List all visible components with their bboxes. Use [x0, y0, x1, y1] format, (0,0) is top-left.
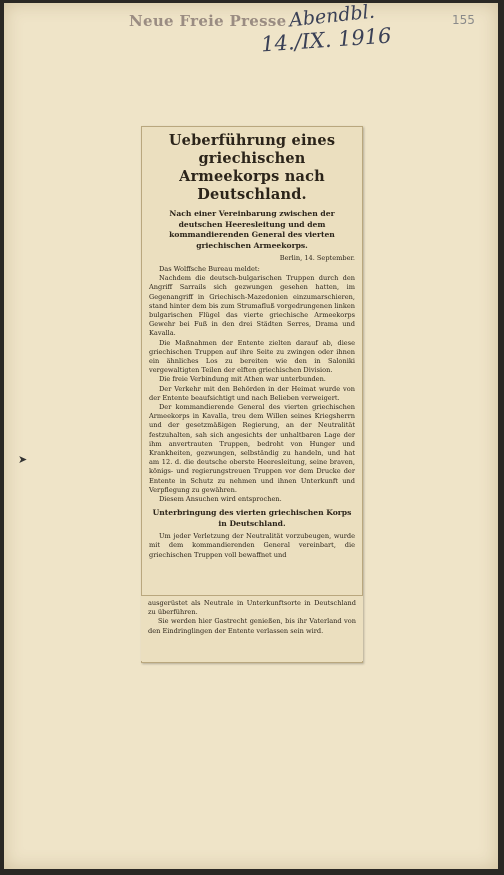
article-paragraph: Sie werden hier Gastrecht genießen, bis ihr Vaterland von den Eindringlingen der Entente verlassen sein wird.	[148, 617, 356, 635]
handwritten-date: 14./IX. 1916	[260, 23, 393, 57]
article-paragraph: Die freie Verbindung mit Athen war unterbunden.	[159, 375, 326, 384]
section-heading: Unterbringung des vierten griechischen Korps in Deutschland.	[152, 508, 352, 528]
article-paragraph: Nachdem die deutsch-bulgarischen Truppen durch den Angriff Sarrails sich gezwungen gesehen hatten, im Gegenangriff in Griechisch-Mazedonien einzumarschieren, stand hinter dem bis zum Strumafluß vorgedrungenen linken bulgarischen Flügel das vierte griechische Armeekorps Gewehr bei Fuß in den drei Städten Serres, Drama und Kavalla.	[149, 274, 355, 338]
article-paragraph: Das Wolffsche Bureau meldet:	[159, 265, 260, 273]
article-subhead: Nach einer Vereinbarung zwischen der deutschen Heeresleitung und dem kommandierenden General des vierten griechischen Armeekorps.	[169, 209, 335, 250]
article-dateline: Berlin, 14. September.	[279, 254, 355, 262]
article-paragraph: Der kommandierende General des vierten griechischen Armeekorps in Kavalla, treu dem Willen seines Kriegsherrn und der gesetzmäßigen Regierung, an der Neutralität festzuhalten, sah sich angesichts der unhaltbaren Lage der ihm anvertrauten Truppen, bedroht von Hunger und Krankheiten, gezwungen, selbständig zu handeln, und hat am 12. d. die deutsche oberste Heeresleitung, seine braven, königs- und regierungstreuen Truppen vor dem Drucke der Entente in Schutz zu nehmen und ihnen Unterkunft und Verpflegung zu gewähren.	[149, 403, 355, 494]
newspaper-stamp: Neue Freie Presse	[129, 12, 287, 30]
newspaper-clipping	[141, 126, 363, 663]
handwritten-edition-note: Abendbl.	[288, 0, 376, 32]
newspaper-clipping-continuation	[141, 595, 363, 661]
page-number: 155	[452, 13, 475, 27]
article-paragraph: Die Maßnahmen der Entente zielten darauf ab, diese griechischen Truppen auf ihre Seite zu zwingen oder ihnen ein ähnliches Los zu bereiten wie den in Saloniki vergewaltigten Teilen der elften griechischen Division.	[149, 338, 355, 375]
article-paragraph: Um jeder Verletzung der Neutralität vorzubeugen, wurde mit dem kommandierenden General vereinbart, die griechischen Truppen voll bewaffnet und	[149, 532, 355, 559]
article-paragraph: ausgerüstet als Neutrale in Unterkunftsorte in Deutschland zu überführen.	[148, 599, 356, 617]
article-paragraph: Der Verkehr mit den Behörden in der Heimat wurde von der Entente beaufsichtigt und nach Belieben verweigert.	[149, 384, 355, 402]
archive-sheet	[4, 0, 498, 869]
margin-mark-icon: ➤	[18, 453, 28, 466]
article-headline: Ueberführung eines griechischen Armeekorps nach Deutschland.	[168, 132, 336, 203]
article-paragraph: Diesem Ansuchen wird entsprochen.	[159, 495, 282, 504]
